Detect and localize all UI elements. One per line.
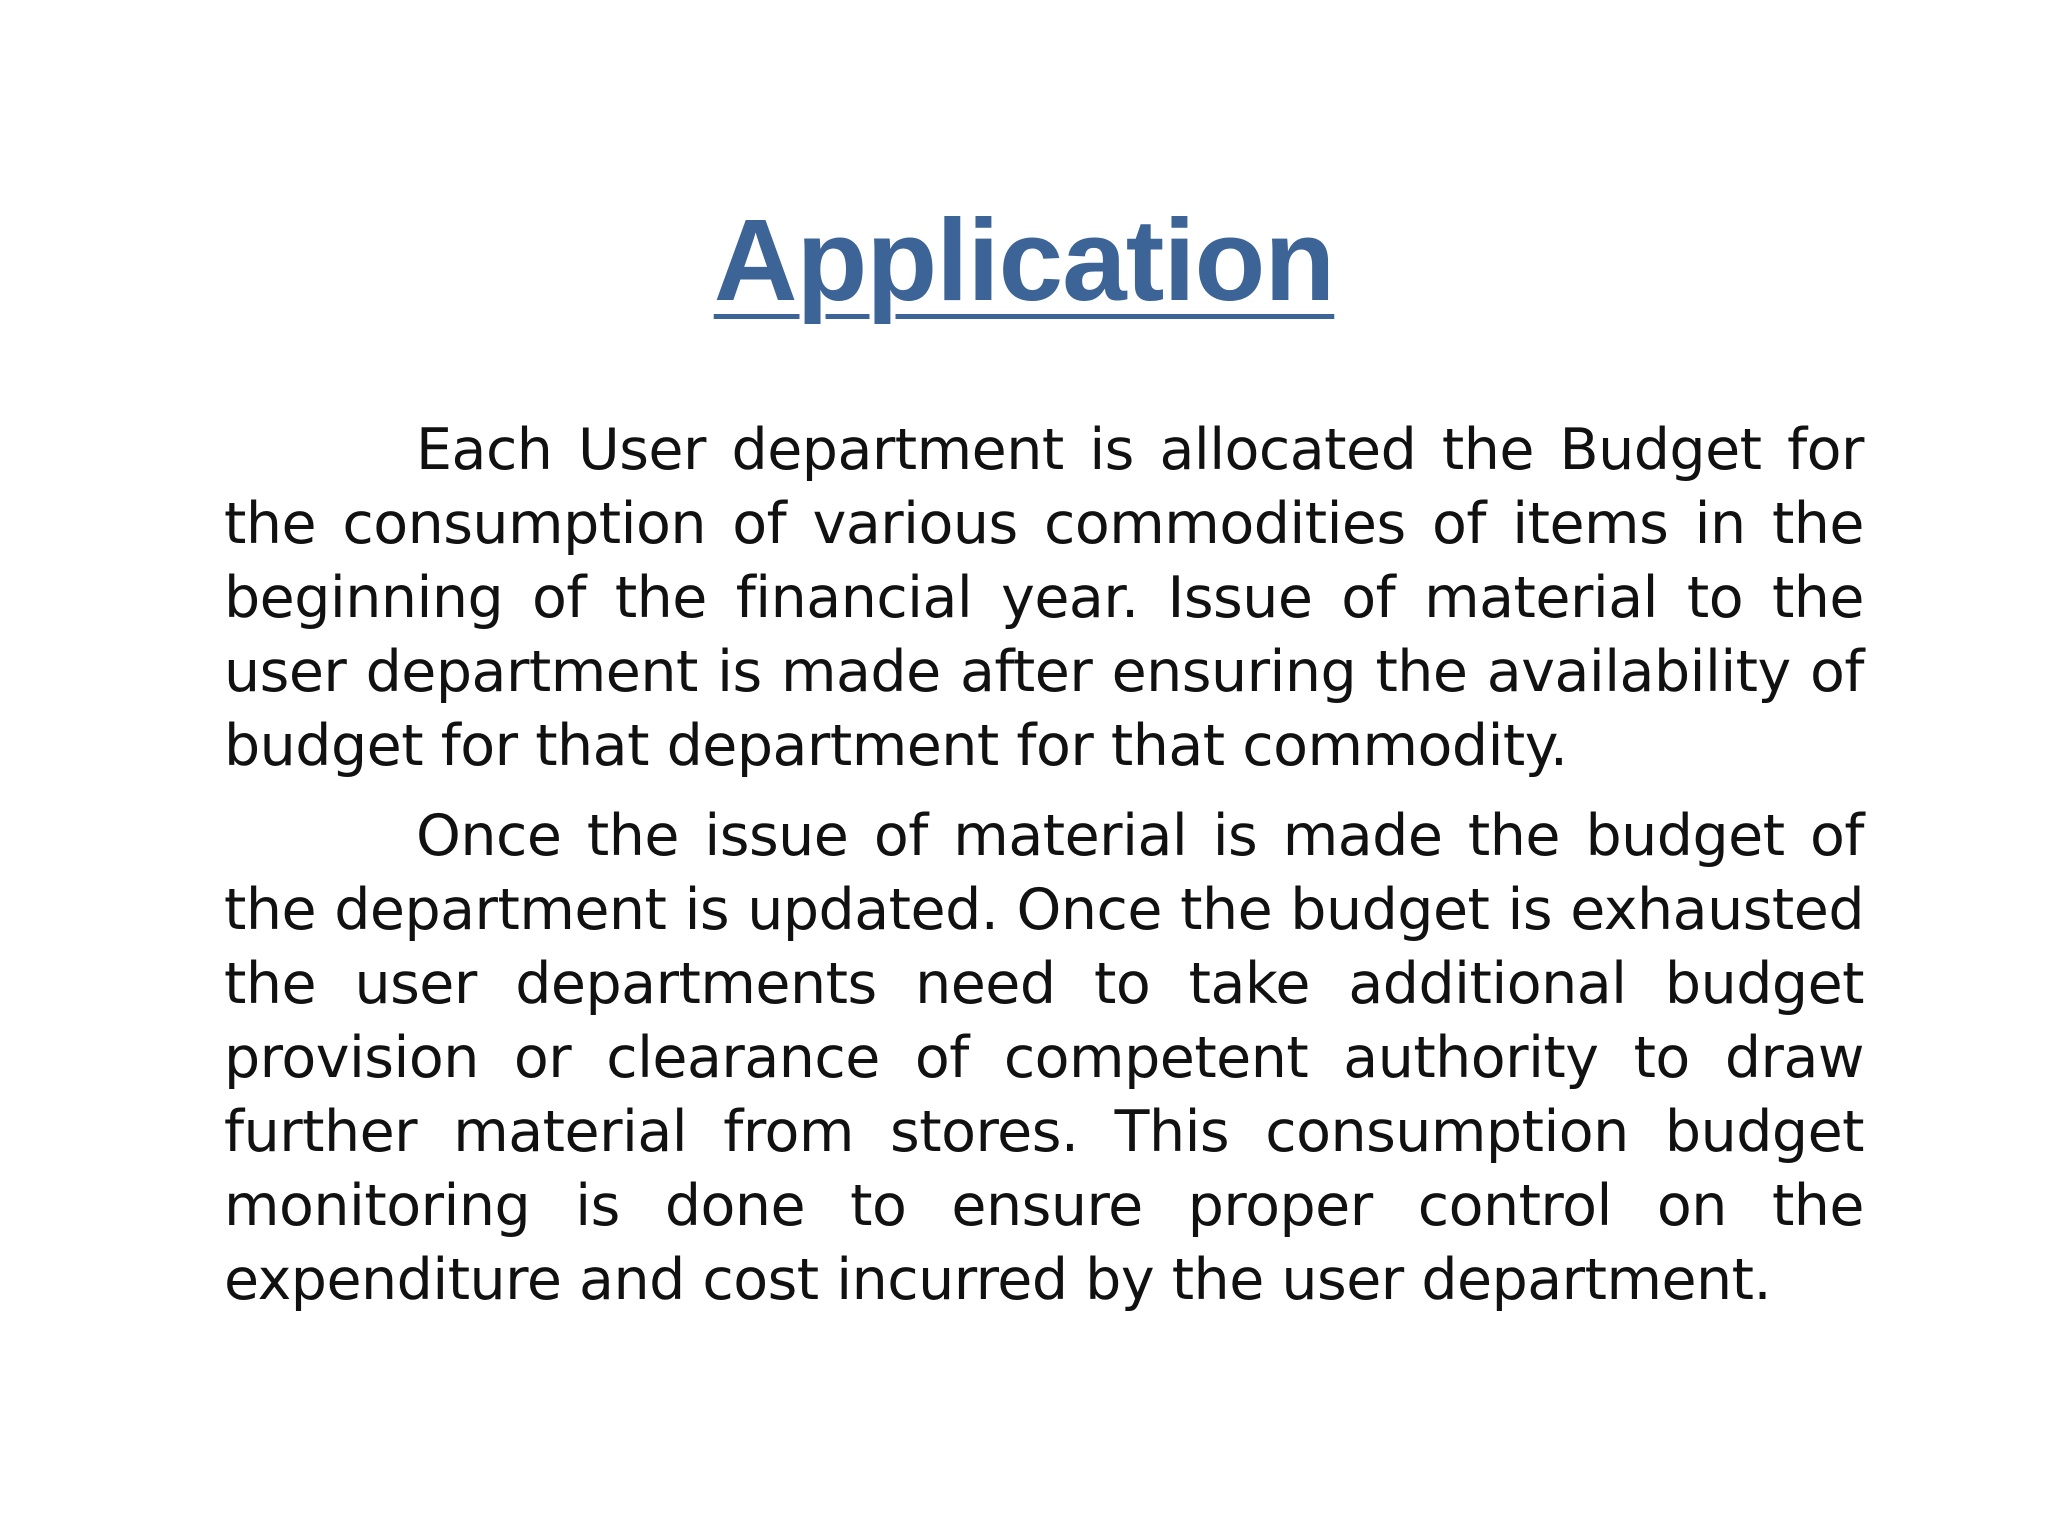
paragraph-budget-allocation: Each User department is allocated the Budget for the consumption of various commodities of items in the beginning of the financial year. Issue of material to the user department is made after ensuring the availability of budget for that department for that commodity.	[224, 417, 1864, 779]
slide-title: Application	[713, 195, 1335, 325]
slide-body	[224, 413, 1864, 1333]
paragraph-budget-update: Once the issue of material is made the budget of the department is updated. Once the budget is exhausted the user departments need to take additional budget provision or clearance of competent authority to draw further material from stores. This consumption budget monitoring is done to ensure proper control on the expenditure and cost incurred by the user department.	[224, 803, 1864, 1313]
